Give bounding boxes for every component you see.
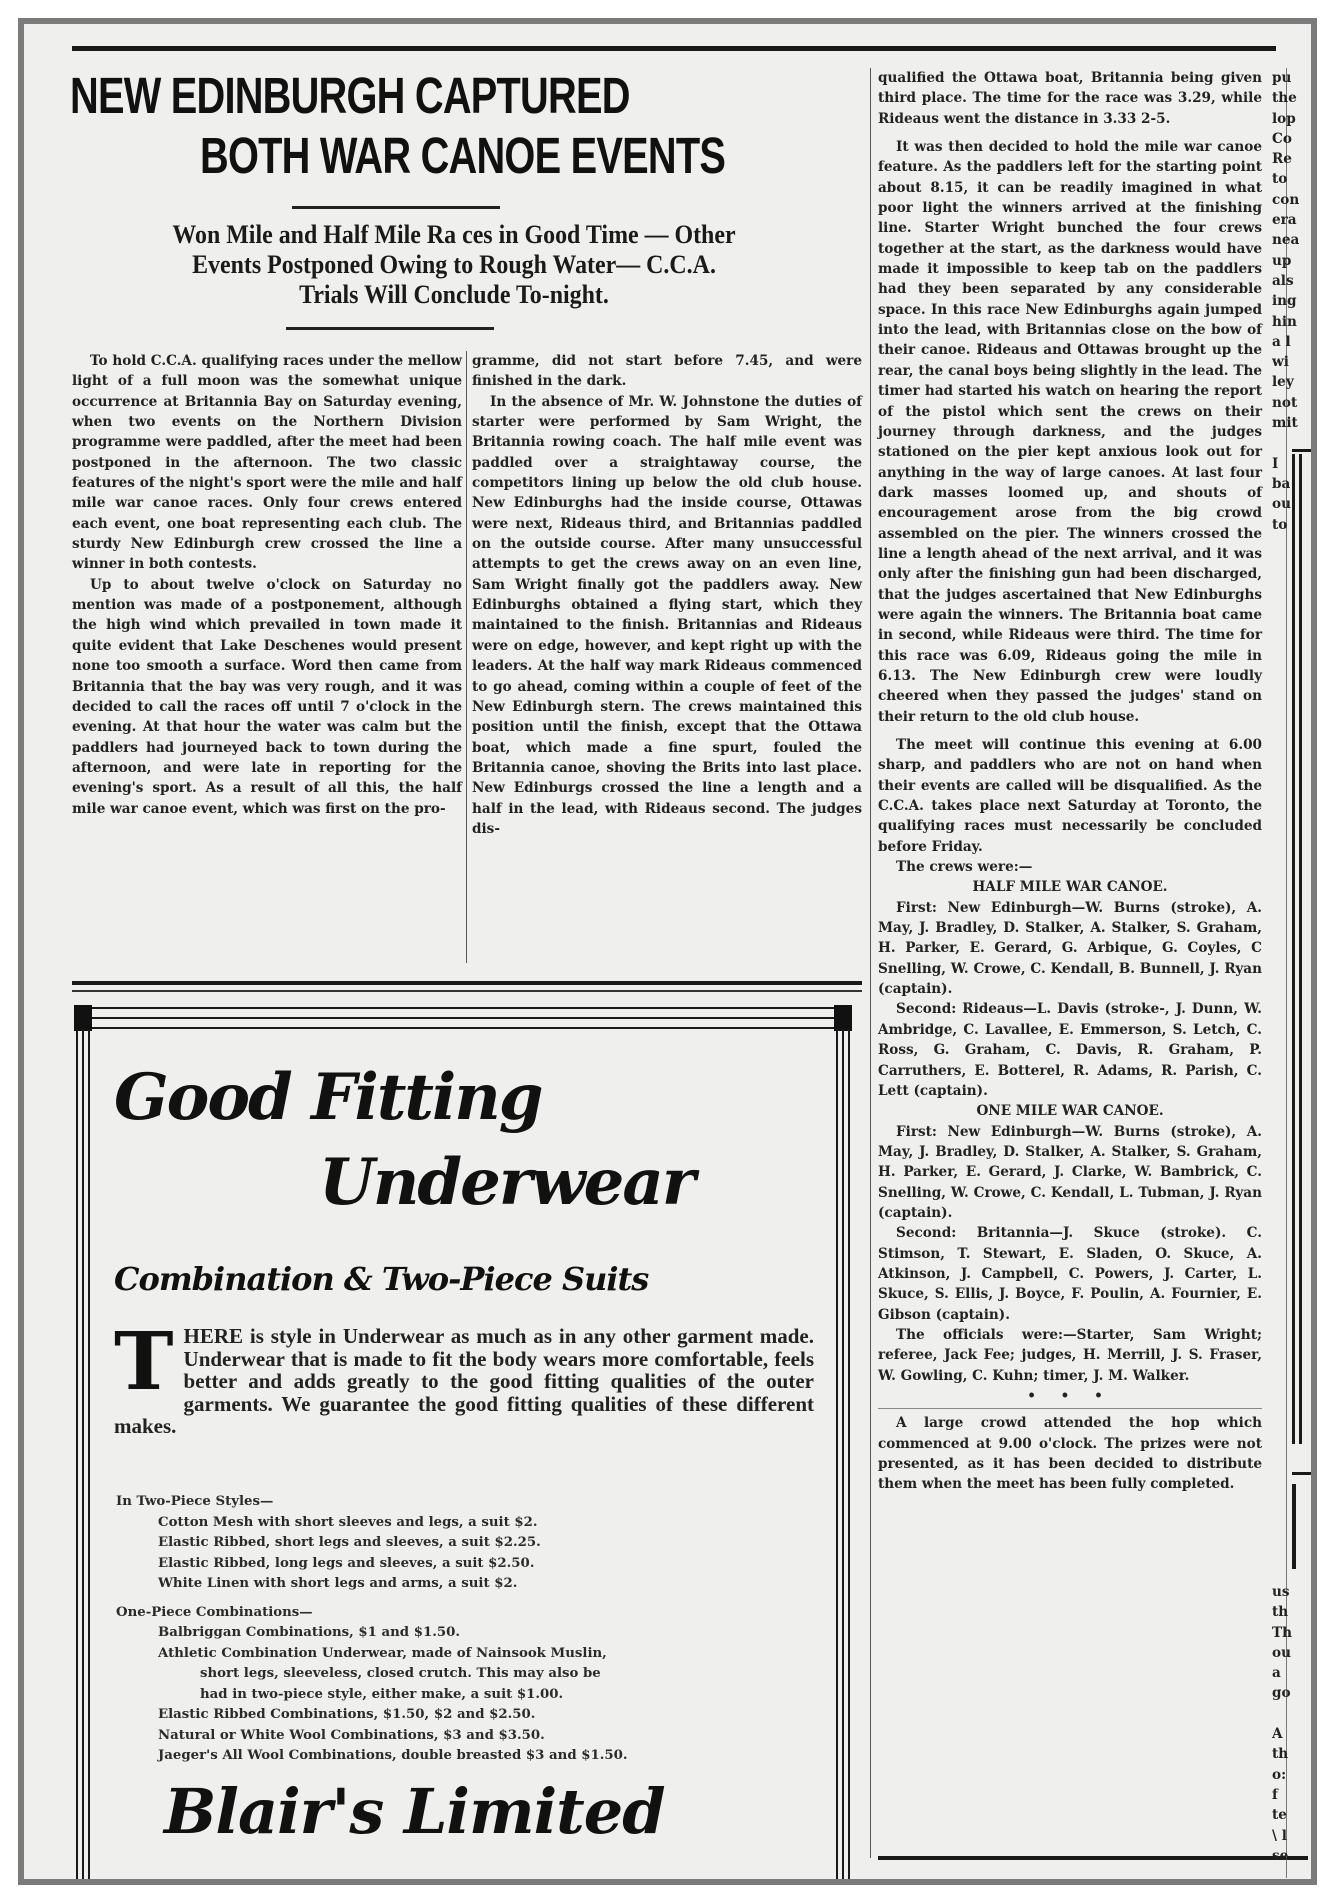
fragment-line: a bbox=[1272, 1665, 1281, 1682]
fragment-line: als bbox=[1272, 272, 1294, 289]
bottom-rule bbox=[878, 1856, 1308, 1860]
section-heading: ONE MILE WAR CANOE. bbox=[976, 1103, 1164, 1120]
price-item-continued: short legs, sleeveless, closed crutch. This may also be bbox=[200, 1666, 601, 1681]
fragment-line: not bbox=[1272, 394, 1298, 411]
deck-line-2: Events Postponed Owing to Rough Water— C.C.A. bbox=[192, 250, 716, 279]
price-item: Balbriggan Combinations, $1 and $1.50. bbox=[158, 1625, 461, 1640]
paragraph: Up to about twelve o'clock on Saturday no mention was made of a postponement, although the high wind which prevailed in town made it quite evident that Lake Deschenes would present none too smooth a surface. Word then came from Britannia that the bay was very rough, and it was decided to call the races off until 7 o'clock in the evening. At that hour the water was calm but the paddlers had journeyed back to town during the afternoon, and were late in reporting for the evening's sport. As a result of all this, the half mile war canoe event, which was first on the pro- bbox=[72, 576, 462, 817]
price-item: Elastic Ribbed Combinations, $1.50, $2 and $2.50. bbox=[158, 1707, 536, 1722]
ad-title-line-1: Good Fitting bbox=[114, 1060, 542, 1135]
fragment-line: ing bbox=[1272, 293, 1297, 310]
fragment-line: ba bbox=[1272, 475, 1291, 492]
section-rule bbox=[72, 981, 862, 985]
ad-border-line bbox=[92, 1007, 834, 1009]
deck-divider bbox=[286, 327, 494, 330]
paragraph: To hold C.C.A. qualifying races under the mellow light of a full moon was the somewhat unique occurrence at Britannia Bay on Saturday evening, when two events on the Northern Division programme were paddled, after the meet had been postponed in the afternoon. The two classic features of the night's sport were the mile and half mile war canoe races. Only four crews entered each event, one boat representing each club. The sturdy New Edinburgh crew crossed the line a winner in both contests. bbox=[72, 353, 462, 573]
ad-border-line bbox=[76, 1029, 78, 1879]
price-item: Jaeger's All Wool Combinations, double breasted $3 and $1.50. bbox=[158, 1748, 628, 1763]
fragment-line: hin bbox=[1272, 313, 1297, 330]
ad-border-line bbox=[848, 1029, 850, 1879]
fragment-line: era bbox=[1272, 212, 1297, 229]
paragraph: A large crowd attended the hop which commenced at 9.00 o'clock. The prizes were not presented, as it has been decided to distribute them when the meet has been fully completed. bbox=[878, 1415, 1262, 1493]
headline-line-1: NEW EDINBURGH CAPTURED bbox=[70, 67, 630, 124]
fragment-line: the bbox=[1272, 90, 1297, 107]
top-rule bbox=[72, 46, 1276, 51]
price-item: Elastic Ribbed, long legs and sleeves, a suit $2.50. bbox=[158, 1555, 535, 1571]
adjacent-column-fragment-bottom bbox=[1272, 1582, 1306, 1866]
fragment-line: a l bbox=[1272, 333, 1291, 350]
separator-rule bbox=[878, 1408, 1262, 1409]
article-column-3 bbox=[878, 68, 1262, 1495]
paragraph: gramme, did not start before 7.45, and were finished in the dark. bbox=[472, 353, 862, 390]
fragment-line: nea bbox=[1272, 232, 1300, 249]
newspaper-page bbox=[24, 24, 1311, 1879]
adjacent-rule bbox=[1292, 1472, 1311, 1475]
fragment-line: wi bbox=[1272, 354, 1289, 371]
fragment-line: f bbox=[1272, 1786, 1278, 1803]
ad-intro bbox=[114, 1314, 814, 1438]
fragment-line: con bbox=[1272, 191, 1300, 208]
ad-corner-block bbox=[74, 1005, 92, 1031]
article-deck bbox=[95, 220, 813, 310]
paragraph: qualified the Ottawa boat, Britannia being given third place. The time for the race was 3.29, while Rideaus went the distance in 3.33 2-5. bbox=[878, 70, 1262, 127]
price-list bbox=[116, 1492, 816, 1767]
column-rule bbox=[466, 351, 467, 963]
ad-border-line bbox=[88, 1029, 90, 1879]
fragment-line: A bbox=[1272, 1726, 1283, 1743]
price-item: Cotton Mesh with short sleeves and legs, a suit $2. bbox=[158, 1514, 538, 1530]
fragment-line: th bbox=[1272, 1746, 1289, 1763]
price-list-heading: In Two-Piece Styles— bbox=[116, 1494, 274, 1509]
article-column-2 bbox=[472, 351, 862, 839]
fragment-line: te bbox=[1272, 1807, 1287, 1824]
paragraph: In the absence of Mr. W. Johnstone the duties of starter were performed by Sam Wright, the Britannia rowing coach. The half mile event was paddled over a straightaway course, the competitors lining up below the old club house. New Edinburghs had the inside course, Ottawas were next, Rideaus third, and Britannias paddled on the outside course. After many unsuccessful attempts to get the crews away on an even line, Sam Wright finally got the paddlers away. New Edinburghs obtained a flying start, which they maintained to the finish. Britannias and Rideaus were on edge, however, and kept right up with the leaders. At the half way mark Rideaus commenced to go ahead, coming within a couple of feet of the New Edinburgh stern. The crews maintained this position until the finish, except that the Ottawa boat, which made a fine spurt, fouled the Britannia canoe, shoving the Brits into last place. New Edinburgs crossed the line a length and a half in the lead, with Rideaus second. The judges dis- bbox=[472, 393, 862, 837]
section-rule bbox=[72, 990, 862, 992]
headline-line-2: BOTH WAR CANOE EVENTS bbox=[200, 127, 726, 184]
price-item: Natural or White Wool Combinations, $3 and $3.50. bbox=[158, 1727, 545, 1743]
ad-title-line-2: Underwear bbox=[319, 1145, 694, 1220]
fragment-line: se bbox=[1272, 1847, 1289, 1864]
fragment-line: \ l bbox=[1272, 1827, 1287, 1844]
fragment-line: Co bbox=[1272, 130, 1292, 147]
section-heading: HALF MILE WAR CANOE. bbox=[972, 879, 1168, 896]
fragment-line: go bbox=[1272, 1685, 1291, 1702]
ad-subtitle: Combination & Two-Piece Suits bbox=[114, 1260, 649, 1298]
fragment-line: Re bbox=[1272, 151, 1292, 168]
fragment-line: to bbox=[1272, 171, 1288, 188]
adjacent-ad-border bbox=[1292, 454, 1302, 1444]
ad-border-line bbox=[842, 1029, 844, 1879]
price-item: Elastic Ribbed, short legs and sleeves, a suit $2.25. bbox=[158, 1535, 541, 1550]
adjacent-ad-rule bbox=[1292, 449, 1311, 452]
column-rule bbox=[870, 68, 871, 1858]
underwear-advertisement bbox=[74, 1005, 852, 1879]
fragment-line: Th bbox=[1272, 1624, 1292, 1641]
ad-border-line bbox=[92, 1017, 834, 1019]
ad-border-line bbox=[92, 1027, 834, 1029]
deck-line-3: Trials Will Conclude To-night. bbox=[299, 280, 609, 309]
store-name: Blair's Limited bbox=[164, 1775, 665, 1848]
crew-list: Second: Britannia—J. Skuce (stroke). C. Stimson, T. Stewart, E. Sladen, O. Skuce, A. Atkinson, J. Campbell, C. Powers, J. Carter, L. Skuce, S. Ellis, J. Boyce, F. Poulin, A. Fournier, E. Gibson (captain). bbox=[878, 1225, 1262, 1323]
price-item: White Linen with short legs and arms, a suit $2. bbox=[158, 1576, 518, 1591]
fragment-line: lop bbox=[1272, 110, 1296, 127]
separator-dots: • • • bbox=[1027, 1388, 1113, 1404]
ad-corner-block bbox=[834, 1005, 852, 1031]
ad-intro-text: HERE is style in Underwear as much as in any other garment made. Underwear that is made to fit the body wears more comfortable, feels better and adds greatly to the good fitting qualities of the outer garments. We guarantee the good fitting qualities of these different makes. bbox=[114, 1324, 814, 1438]
price-list-heading: One-Piece Combinations— bbox=[116, 1604, 313, 1620]
fragment-line: I bbox=[1272, 455, 1279, 472]
fragment-line: o: bbox=[1272, 1766, 1287, 1783]
ad-border-line bbox=[82, 1029, 84, 1879]
paragraph: The officials were:—Starter, Sam Wright; referee, Jack Fee; judges, H. Merrill, J. S. Fraser, W. Gowling, C. Kuhn; timer, J. M. Walker. bbox=[878, 1326, 1262, 1384]
fragment-line: to bbox=[1272, 516, 1288, 533]
paragraph: It was then decided to hold the mile war canoe feature. As the paddlers left for the starting point about 8.15, it can be readily imagined in what poor light the winners arrived at the finishing line. Starter Wright bunched the four crews together at the start, as the darkness would have made it impossible to keep tab on the paddlers had they been separated by any considerable space. In this race New Edinburghs again jumped into the lead, with Britannias close on the bow of their canoe. Rideaus and Ottawas brought up the rear, the canal boys being slightly in the lead. The timer had started his watch on hearing the report of the pistol which sent the crews on their journey through darkness, and the judges stationed on the pier kept anxious look out for anything in the way of large canoes. At last four dark masses loomed up, and shouts of encouragement arose from the big crowd assembled on the pier. The winners crossed the line a length ahead of the next arrival, and it was only after the finishing gun had been discharged, that the judges ascertained that New Edinburghs were again the winners. The Britannia boat came in second, while Rideaus were third. The time for this race was 6.09, Rideaus going the mile in 6.13. The New Edinburgh crew were loudly cheered when they passed the judges' stand on their return to the old club house. bbox=[878, 139, 1262, 725]
fragment-line: th bbox=[1272, 1604, 1289, 1621]
fragment-line: ou bbox=[1272, 496, 1291, 513]
deck-line-1: Won Mile and Half Mile Ra ces in Good Time — Other bbox=[172, 220, 736, 249]
price-item: Athletic Combination Underwear, made of Nainsook Muslin, bbox=[158, 1645, 607, 1661]
headline-divider bbox=[292, 206, 500, 209]
ad-border-line bbox=[836, 1029, 838, 1879]
fragment-line: up bbox=[1272, 252, 1292, 269]
fragment-line: ley bbox=[1272, 374, 1294, 391]
article-column-1 bbox=[72, 351, 462, 819]
crew-list: First: New Edinburgh—W. Burns (stroke), A. May, J. Bradley, D. Stalker, A. Stalker, S. Graham, H. Parker, E. Gerard, J. Clarke, W. Bambrick, C. Snelling, W. Crowe, C. Kendall, L. Tubman, J. Ryan (captain). bbox=[878, 1123, 1262, 1221]
fragment-line bbox=[1272, 1704, 1306, 1724]
drop-cap: T bbox=[114, 1314, 174, 1408]
fragment-line: us bbox=[1272, 1584, 1290, 1600]
crew-list: Second: Rideaus—L. Davis (stroke-, J. Dunn, W. Ambridge, C. Lavallee, E. Emmerson, S. Letch, C. Ross, G. Graham, C. Davis, R. Graham, P. Carruthers, E. Botterel, R. Adams, R. Parish, C. Lett (captain). bbox=[878, 1001, 1262, 1099]
paragraph: The meet will continue this evening at 6.00 sharp, and paddlers who are not on hand when their events are called will be disqualified. As the C.C.A. takes place next Saturday at Toronto, the qualifying races must necessarily be concluded before Friday. bbox=[878, 737, 1262, 855]
adjacent-ad-border bbox=[1292, 1484, 1296, 1569]
crew-list: First: New Edinburgh—W. Burns (stroke), A. May, J. Bradley, D. Stalker, A. Stalker, S. Graham, H. Parker, E. Gerard, G. Arbique, G. Coyles, C Snelling, W. Crowe, C. Kendall, B. Bunnell, J. Ryan (captain). bbox=[878, 899, 1262, 998]
fragment-line: pu bbox=[1272, 70, 1292, 86]
fragment-line: mit bbox=[1272, 415, 1298, 432]
paragraph: The crews were:— bbox=[896, 859, 1033, 876]
price-item-continued: had in two-piece style, either make, a suit $1.00. bbox=[200, 1686, 564, 1702]
fragment-line: ou bbox=[1272, 1644, 1291, 1661]
